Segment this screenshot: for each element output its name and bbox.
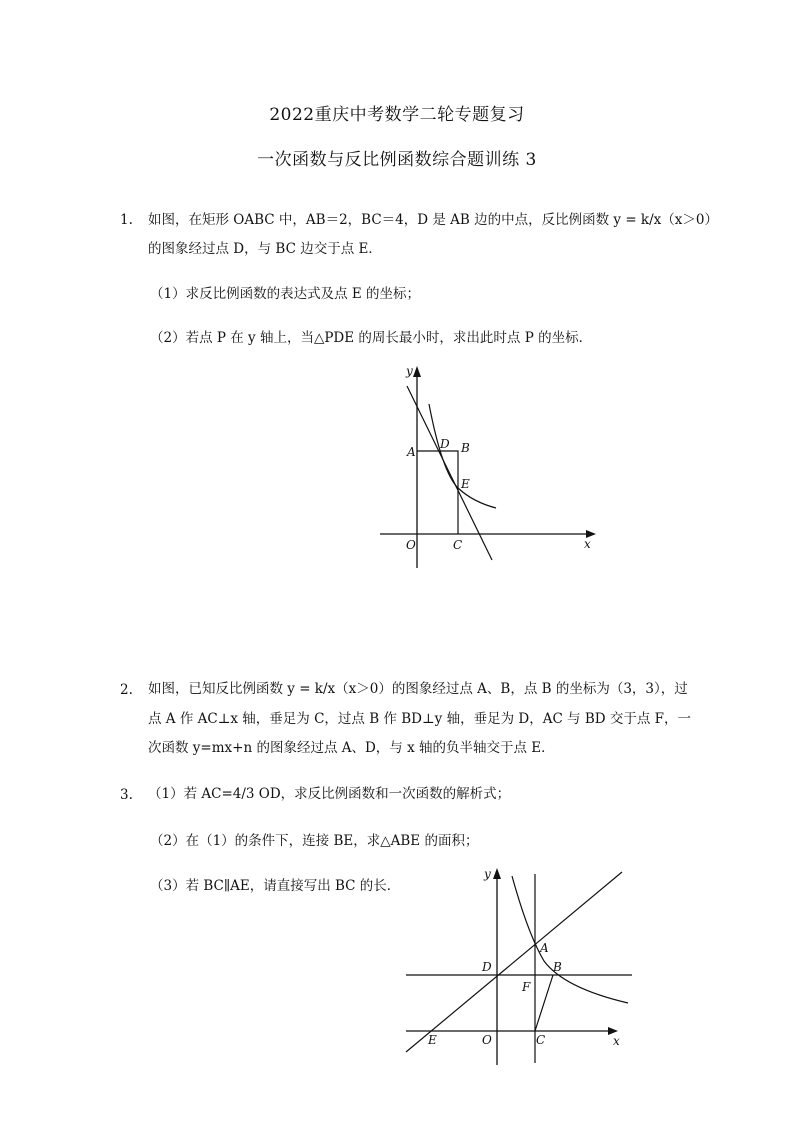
label-x: x — [584, 537, 591, 551]
problem-1-line-1: 如图，在矩形 OABC 中，AB＝2，BC＝4，D 是 AB 边的中点，反比例函数 y = k/x（x＞0） — [148, 212, 718, 228]
label-o: O — [482, 1033, 492, 1047]
rectangle-oabc — [417, 451, 458, 534]
label-e: E — [428, 1033, 437, 1047]
problem-1-part-2: （2）若点 P 在 y 轴上，当△PDE 的周长最小时，求出此时点 P 的坐标． — [150, 330, 593, 346]
hyperbola-curve — [429, 404, 496, 508]
problem-2-number: 2. — [120, 682, 133, 698]
label-c: C — [536, 1033, 546, 1047]
problem-1-part-1: （1）求反比例函数的表达式及点 E 的坐标； — [150, 286, 421, 302]
label-y: y — [484, 867, 491, 881]
title-line-1: 2022重庆中考数学二轮专题复习 — [269, 105, 525, 125]
label-x: x — [613, 1034, 620, 1048]
problem-3-part-3: （3）若 BC∥AE，请直接写出 BC 的长． — [150, 878, 401, 894]
segment-bc — [535, 975, 553, 1031]
label-f: F — [522, 980, 531, 994]
line-ae — [406, 872, 622, 1052]
problem-2-line-3: 次函数 y=mx+n 的图象经过点 A、D，与 x 轴的负半轴交于点 E． — [148, 740, 555, 756]
label-a: A — [540, 941, 549, 955]
label-o: O — [406, 538, 416, 552]
y-axis-arrow — [413, 366, 421, 377]
figure-1 — [370, 360, 610, 575]
label-a: A — [407, 445, 416, 459]
label-b: B — [461, 441, 470, 455]
y-axis-arrow — [493, 868, 501, 879]
problem-2-line-1: 如图，已知反比例函数 y = k/x（x＞0）的图象经过点 A、B，点 B 的坐标为（3，3），过 — [148, 681, 688, 697]
label-y: y — [406, 364, 413, 378]
problem-1-line-2: 的图象经过点 D，与 BC 边交于点 E． — [148, 241, 382, 257]
problem-2-line-2: 点 A 作 AC⊥x 轴，垂足为 C，过点 B 作 BD⊥y 轴，垂足为 D，AC 与 BD 交于点 F，一 — [148, 711, 692, 727]
label-d: D — [440, 437, 450, 451]
problem-3-number: 3. — [120, 787, 133, 803]
label-c: C — [453, 538, 463, 552]
title-line-2: 一次函数与反比例函数综合题训练 3 — [257, 150, 537, 170]
label-b: B — [553, 960, 562, 974]
problem-3-part-2: （2）在（1）的条件下，连接 BE，求△ABE 的面积； — [150, 833, 479, 849]
label-e: E — [461, 477, 470, 491]
label-d: D — [482, 960, 492, 974]
problem-1-number: 1. — [120, 212, 133, 228]
problem-3-part-1: （1）若 AC=4/3 OD，求反比例函数和一次函数的解析式； — [148, 786, 511, 802]
figure-2 — [400, 860, 636, 1070]
